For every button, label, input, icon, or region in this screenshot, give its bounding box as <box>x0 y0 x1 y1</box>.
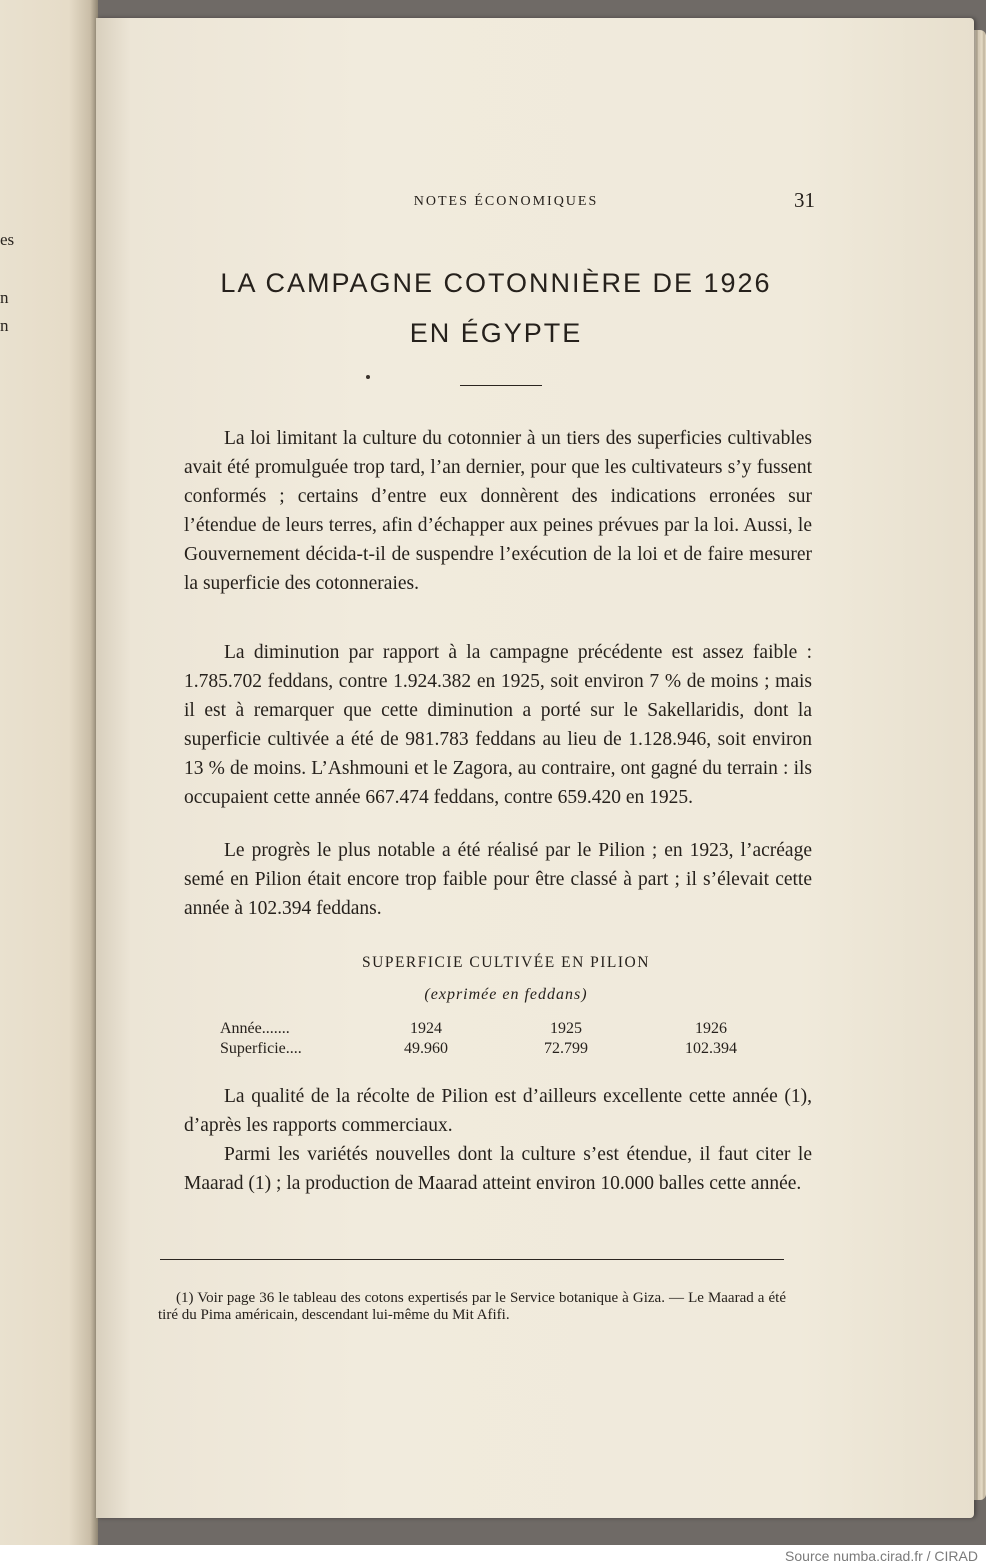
page-number: 31 <box>794 188 815 212</box>
table-cell: 1925 <box>550 1020 582 1037</box>
table-title: SUPERFICIE CULTIVÉE EN PILION <box>362 954 650 971</box>
table-row <box>96 1020 974 1040</box>
table-cell: 49.960 <box>404 1040 448 1057</box>
article-title-line-2: EN ÉGYPTE <box>409 318 583 348</box>
footnote-divider <box>160 1259 784 1260</box>
paragraph-text: Le progrès le plus notable a été réalisé par le Pilion ; en 1923, l’acréage semé en Pilion était encore trop faible pour être classé à part ; il s’élevait cette année à 102.394 feddans. <box>184 840 812 919</box>
table-subtitle: (exprimée en feddans) <box>424 986 588 1003</box>
left-page-edge <box>0 0 98 1545</box>
paragraph <box>184 424 812 598</box>
paragraph <box>184 836 812 923</box>
paragraph <box>184 1082 812 1140</box>
left-page-fragment: n <box>0 288 9 307</box>
table-row-label: Superficie.... <box>220 1040 302 1057</box>
article-title-line-1: LA CAMPAGNE COTONNIÈRE DE 1926 <box>220 268 772 298</box>
book-page <box>96 18 974 1518</box>
table-cell: 1924 <box>410 1020 442 1037</box>
running-head: NOTES ÉCONOMIQUES <box>413 194 599 209</box>
source-credit: Source numba.cirad.fr / CIRAD <box>785 1548 978 1564</box>
table-cell: 72.799 <box>544 1040 588 1057</box>
left-page-fragment: n <box>0 316 9 335</box>
table-row <box>96 1040 974 1060</box>
paragraph <box>184 1140 812 1198</box>
left-page-fragment: es <box>0 230 15 249</box>
paragraph-text: La diminution par rapport à la campagne précédente est assez faible : 1.785.702 feddans, contre 1.924.382 en 1925, soit environ 7 % de moins ; mais il est à remarquer que cette diminution a porté sur le Sakellaridis, dont la superficie cultivée a été de 981.783 feddans au lieu de 1.128.946, soit environ 13 % de moins. L’Ashmouni et le Zagora, au contraire, ont gagné du terrain : ils occupaient cette année 667.474 feddans, contre 659.420 en 1925. <box>184 642 812 808</box>
paragraph-text: La loi limitant la culture du cotonnier à un tiers des superficies cultivables avait été promulguée trop tard, l’an dernier, pour que les cultivateurs s’y fussent conformés ; certains d’entre eux donnèrent des indications erronées sur l’étendue de leurs terres, afin d’échapper aux peines prévues par la loi. Aussi, le Gouvernement décida-t-il de suspendre l’exécution de la loi et de faire mesurer la superficie des cotonneraies. <box>184 428 812 594</box>
table-cell: 1926 <box>695 1020 727 1037</box>
table-row-label: Année....... <box>220 1020 290 1037</box>
paragraph <box>184 638 812 812</box>
title-divider <box>460 385 542 386</box>
table-cell: 102.394 <box>685 1040 737 1057</box>
paragraph-text: La qualité de la récolte de Pilion est d’ailleurs excellente cette année (1), d’après les rapports commerciaux. <box>184 1086 812 1136</box>
footnote: (1) Voir page 36 le tableau des cotons expertisés par le Service botanique à Giza. — Le Maarad a été tiré du Pima américain, descendant lui-même du Mit Afifi. <box>158 1290 786 1323</box>
paragraph-text: Parmi les variétés nouvelles dont la culture s’est étendue, il faut citer le Maarad (1) ; la production de Maarad atteint environ 10.000 balles cette année. <box>184 1144 812 1194</box>
ink-speck <box>366 375 370 379</box>
